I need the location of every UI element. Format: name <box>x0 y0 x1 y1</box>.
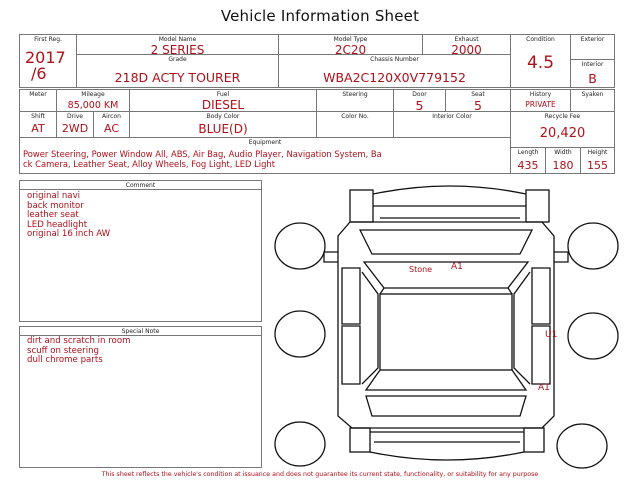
exhaust-label: Exhaust <box>454 36 479 43</box>
shift-cell <box>19 111 57 138</box>
drive-value: 2WD <box>61 122 89 135</box>
history-label: History <box>529 91 552 98</box>
length-cell <box>510 147 546 174</box>
model-name-cell <box>76 34 279 55</box>
mileage-cell <box>56 89 130 112</box>
length-value: 435 <box>517 159 539 172</box>
meter-label: Meter <box>29 91 47 98</box>
special-note-label: Special Note <box>121 328 160 335</box>
body-color-value: BLUE(D) <box>198 122 248 136</box>
grade-value: 218D ACTY TOURER <box>114 70 241 85</box>
exhaust-value: 2000 <box>451 43 482 57</box>
equipment-label: Equipment <box>248 139 282 146</box>
sheet-title: Vehicle Information Sheet <box>220 7 420 25</box>
recycle-fee-cell <box>510 111 615 148</box>
history-cell <box>510 89 571 112</box>
comment-text: original navi back monitor leather seat LED headlight original 16 inch AW <box>27 191 111 239</box>
aircon-value: AC <box>103 122 119 135</box>
aircon-label: Aircon <box>102 113 121 120</box>
mileage-label: Mileage <box>81 91 105 98</box>
disclaimer-footer: This sheet reflects the vehicle's condition at issuance and does not guarantee its current state, functionality, or suitability for any purpose <box>101 471 539 478</box>
width-value: 180 <box>552 159 574 172</box>
recycle-fee-label: Recycle Fee <box>544 113 581 120</box>
equipment-line-2: ck Camera, Leather Seat, Alloy Wheels, Fog Light, LED Light <box>23 159 276 169</box>
windshield-pillars <box>380 288 512 294</box>
meter-cell <box>19 89 57 112</box>
car-windshield <box>364 262 528 288</box>
damage-mark-stone: Stone <box>409 265 433 274</box>
body-color-label: Body Color <box>206 113 240 120</box>
width-label: Width <box>554 149 572 156</box>
exterior-label: Exterior <box>580 36 605 43</box>
comment-header <box>20 181 261 190</box>
model-type-label: Model Type <box>333 36 368 43</box>
door-rear-left <box>342 326 360 384</box>
model-type-value: 2C20 <box>334 43 367 57</box>
rear-right-panel-box <box>524 428 544 452</box>
drive-cell <box>56 111 94 138</box>
wheel-spare-left-icon <box>275 422 325 466</box>
fuel-cell <box>129 89 317 112</box>
first-reg-label: First Reg. <box>34 36 62 43</box>
interior-label: Interior <box>581 61 604 68</box>
condition-cell <box>510 34 571 88</box>
damage-mark-a1-roof: A1 <box>451 262 463 272</box>
wheel-front-left-icon <box>275 223 325 269</box>
door-front-right <box>532 268 550 324</box>
model-name-value: 2 SERIES <box>150 43 205 57</box>
wheel-front-right-icon <box>568 223 618 269</box>
interior-color-label: Interior Color <box>432 113 472 120</box>
syaken-cell <box>570 89 615 112</box>
special-note-header <box>20 327 261 336</box>
car-damage-diagram <box>262 176 632 472</box>
mileage-value: 85,000 KM <box>67 100 119 111</box>
seat-cell <box>445 89 511 112</box>
condition-value: 4.5 <box>526 53 555 73</box>
first-reg-cell <box>19 34 77 88</box>
model-name-label: Model Name <box>158 36 197 43</box>
fuel-label: Fuel <box>216 91 230 98</box>
window-left <box>362 272 378 384</box>
damage-mark-u1: U1 <box>545 330 558 340</box>
front-left-panel-box <box>350 190 373 222</box>
car-rear-window <box>366 370 526 390</box>
steering-cell <box>316 89 394 112</box>
comment-label: Comment <box>125 182 156 189</box>
window-right <box>514 272 530 384</box>
interior-color-cell <box>393 111 511 138</box>
comment-box <box>19 180 262 322</box>
car-body-outline <box>338 222 554 428</box>
wheel-spare-right-icon <box>557 424 607 468</box>
front-right-panel-box <box>526 190 549 222</box>
car-hood <box>360 230 532 254</box>
wheel-rear-left-icon <box>275 311 325 357</box>
wheel-rear-right-icon <box>568 313 618 359</box>
front-top-arc <box>373 186 526 194</box>
chassis-number-label: Chassis Number <box>370 56 419 63</box>
mirror-right <box>554 252 568 262</box>
body-color-cell <box>129 111 317 138</box>
history-value: PRIVATE <box>525 100 556 109</box>
rear-left-panel-box <box>350 428 370 452</box>
aircon-cell <box>93 111 130 138</box>
exterior-cell <box>570 34 615 60</box>
syaken-label: Syaken <box>581 91 604 98</box>
first-reg-year: 2017 <box>25 48 66 67</box>
door-cell <box>393 89 446 112</box>
color-no-label: Color No. <box>341 113 369 120</box>
height-label: Height <box>587 149 608 156</box>
fuel-value: DIESEL <box>201 98 245 112</box>
damage-mark-a1-rear: A1 <box>538 383 550 393</box>
first-reg-month: /6 <box>31 64 47 83</box>
chassis-number-cell <box>278 54 511 88</box>
seat-label: Seat <box>471 91 485 98</box>
height-value: 155 <box>587 159 608 172</box>
height-cell <box>580 147 615 174</box>
exhaust-cell <box>422 34 511 55</box>
color-no-cell <box>316 111 394 138</box>
mirror-left <box>324 252 338 262</box>
drive-label: Drive <box>67 113 83 120</box>
interior-value: B <box>588 71 597 86</box>
length-label: Length <box>517 149 539 156</box>
seat-value: 5 <box>474 98 482 113</box>
grade-label: Grade <box>168 56 187 63</box>
door-value: 5 <box>415 98 424 113</box>
rear-bottom-arc <box>370 452 524 460</box>
shift-value: AT <box>31 122 45 135</box>
model-type-cell <box>278 34 423 55</box>
steering-label: Steering <box>342 91 368 98</box>
equipment-cell <box>19 137 511 174</box>
special-note-text: dirt and scratch in room scuff on steering dull chrome parts <box>27 336 131 365</box>
shift-label: Shift <box>31 113 45 120</box>
recycle-fee-value: 20,420 <box>539 126 586 141</box>
car-roof <box>380 294 512 370</box>
chassis-number-value: WBA2C120X0V779152 <box>323 70 466 85</box>
car-trunk <box>366 396 526 416</box>
condition-label: Condition <box>526 36 555 43</box>
door-label: Door <box>412 91 427 98</box>
equipment-line-1: Power Steering, Power Window All, ABS, Air Bag, Audio Player, Navigation System, Ba <box>23 149 382 159</box>
grade-cell <box>76 54 279 88</box>
special-note-box <box>19 326 262 468</box>
interior-cell <box>570 59 615 88</box>
width-cell <box>545 147 581 174</box>
door-front-left <box>342 268 360 324</box>
